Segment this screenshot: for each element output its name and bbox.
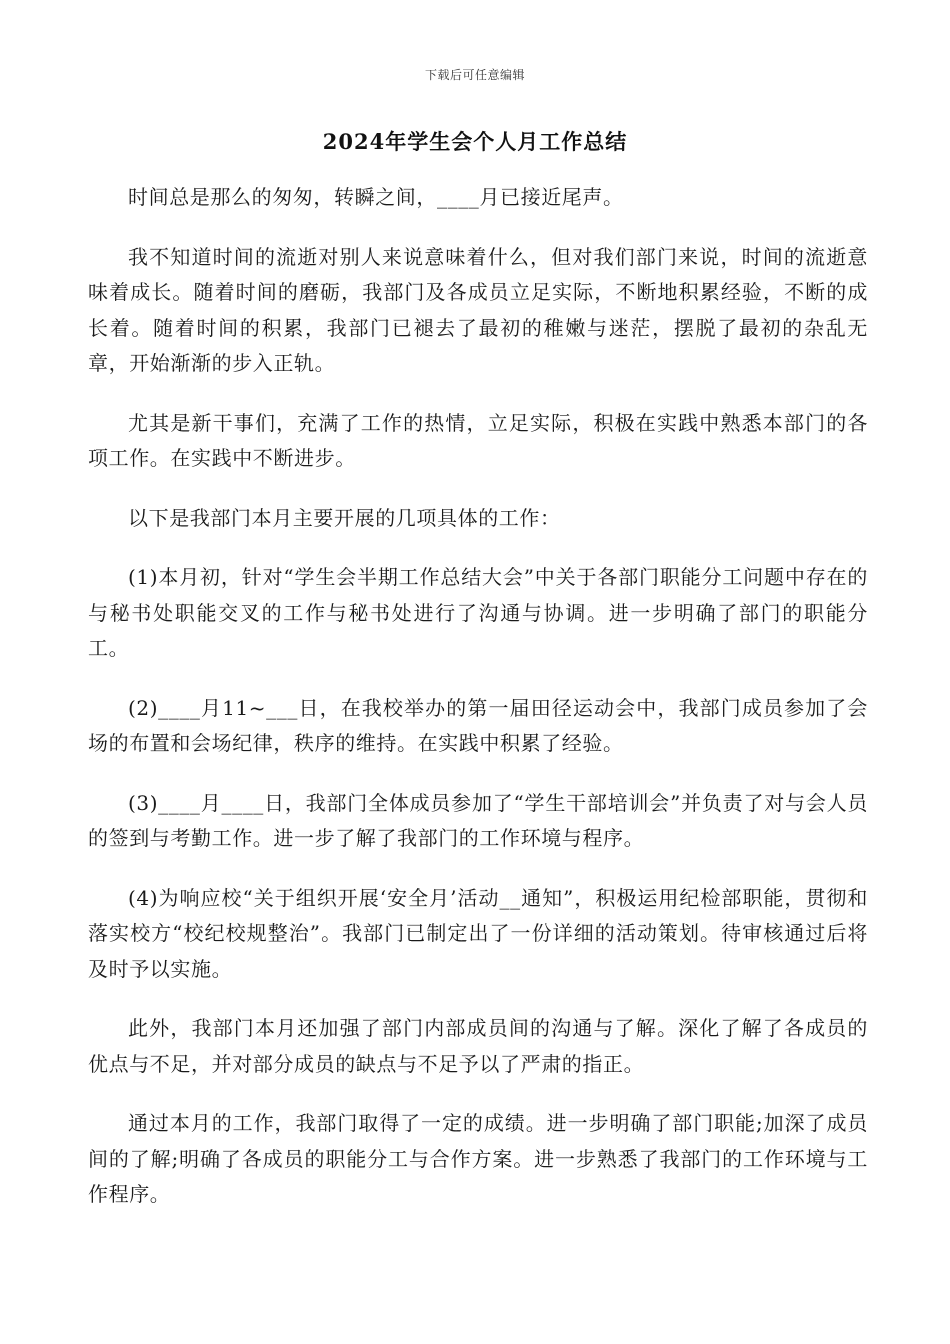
paragraph-item-3: (3)____月____日，我部门全体成员参加了“学生干部培训会”并负责了对与会人员的签到与考勤工作。进一步了解了我部门的工作环境与程序。 [88,790,868,850]
paragraph-item-1: (1)本月初，针对“学生会半期工作总结大会”中关于各部门职能分工问题中存在的与秘书处职能交叉的工作与秘书处进行了沟通与协调。进一步明确了部门的职能分工。 [88,565,868,660]
paragraph-new-staff: 尤其是新干事们，充满了工作的热情，立足实际，积极在实践中熟悉本部门的各项工作。在实践中不断进步。 [88,410,868,470]
paragraph-work-list-intro: 以下是我部门本月主要开展的几项具体的工作： [128,505,561,530]
paragraph-communication: 此外，我部门本月还加强了部门内部成员间的沟通与了解。深化了解了各成员的优点与不足，并对部分成员的缺点与不足予以了严肃的指正。 [88,1016,868,1076]
paragraph-intro: 时间总是那么的匆匆，转瞬之间，____月已接近尾声。 [128,185,624,209]
paragraph-item-2: (2)____月11~___日，在我校举办的第一届田径运动会中，我部门成员参加了会场的布置和会场纪律，秩序的维持。在实践中积累了经验。 [88,695,868,755]
document-body [88,180,868,1237]
document-title: 2024年学生会个人月工作总结 [322,129,628,154]
header-note: 下载后可任意编辑 [424,68,525,82]
paragraph-item-4: (4)为响应校“关于组织开展‘安全月’活动__通知”，积极运用纪检部职能，贯彻和落实校方“校纪校规整治”。我部门已制定出了一份详细的活动策划。待审核通过后将及时予以实施。 [88,885,868,981]
paragraph-growth: 我不知道时间的流逝对别人来说意味着什么，但对我们部门来说，时间的流逝意味着成长。随着时间的磨砺，我部门及各成员立足实际，不断地积累经验，不断的成长着。随着时间的积累，我部门已褪去了最初的稚嫩与迷茫，摆脱了最初的杂乱无章，开始渐渐的步入正轨。 [88,244,868,375]
paragraph-conclusion: 通过本月的工作，我部门取得了一定的成绩。进一步明确了部门职能;加深了成员间的了解;明确了各成员的职能分工与合作方案。进一步熟悉了我部门的工作环境与工作程序。 [88,1111,868,1206]
